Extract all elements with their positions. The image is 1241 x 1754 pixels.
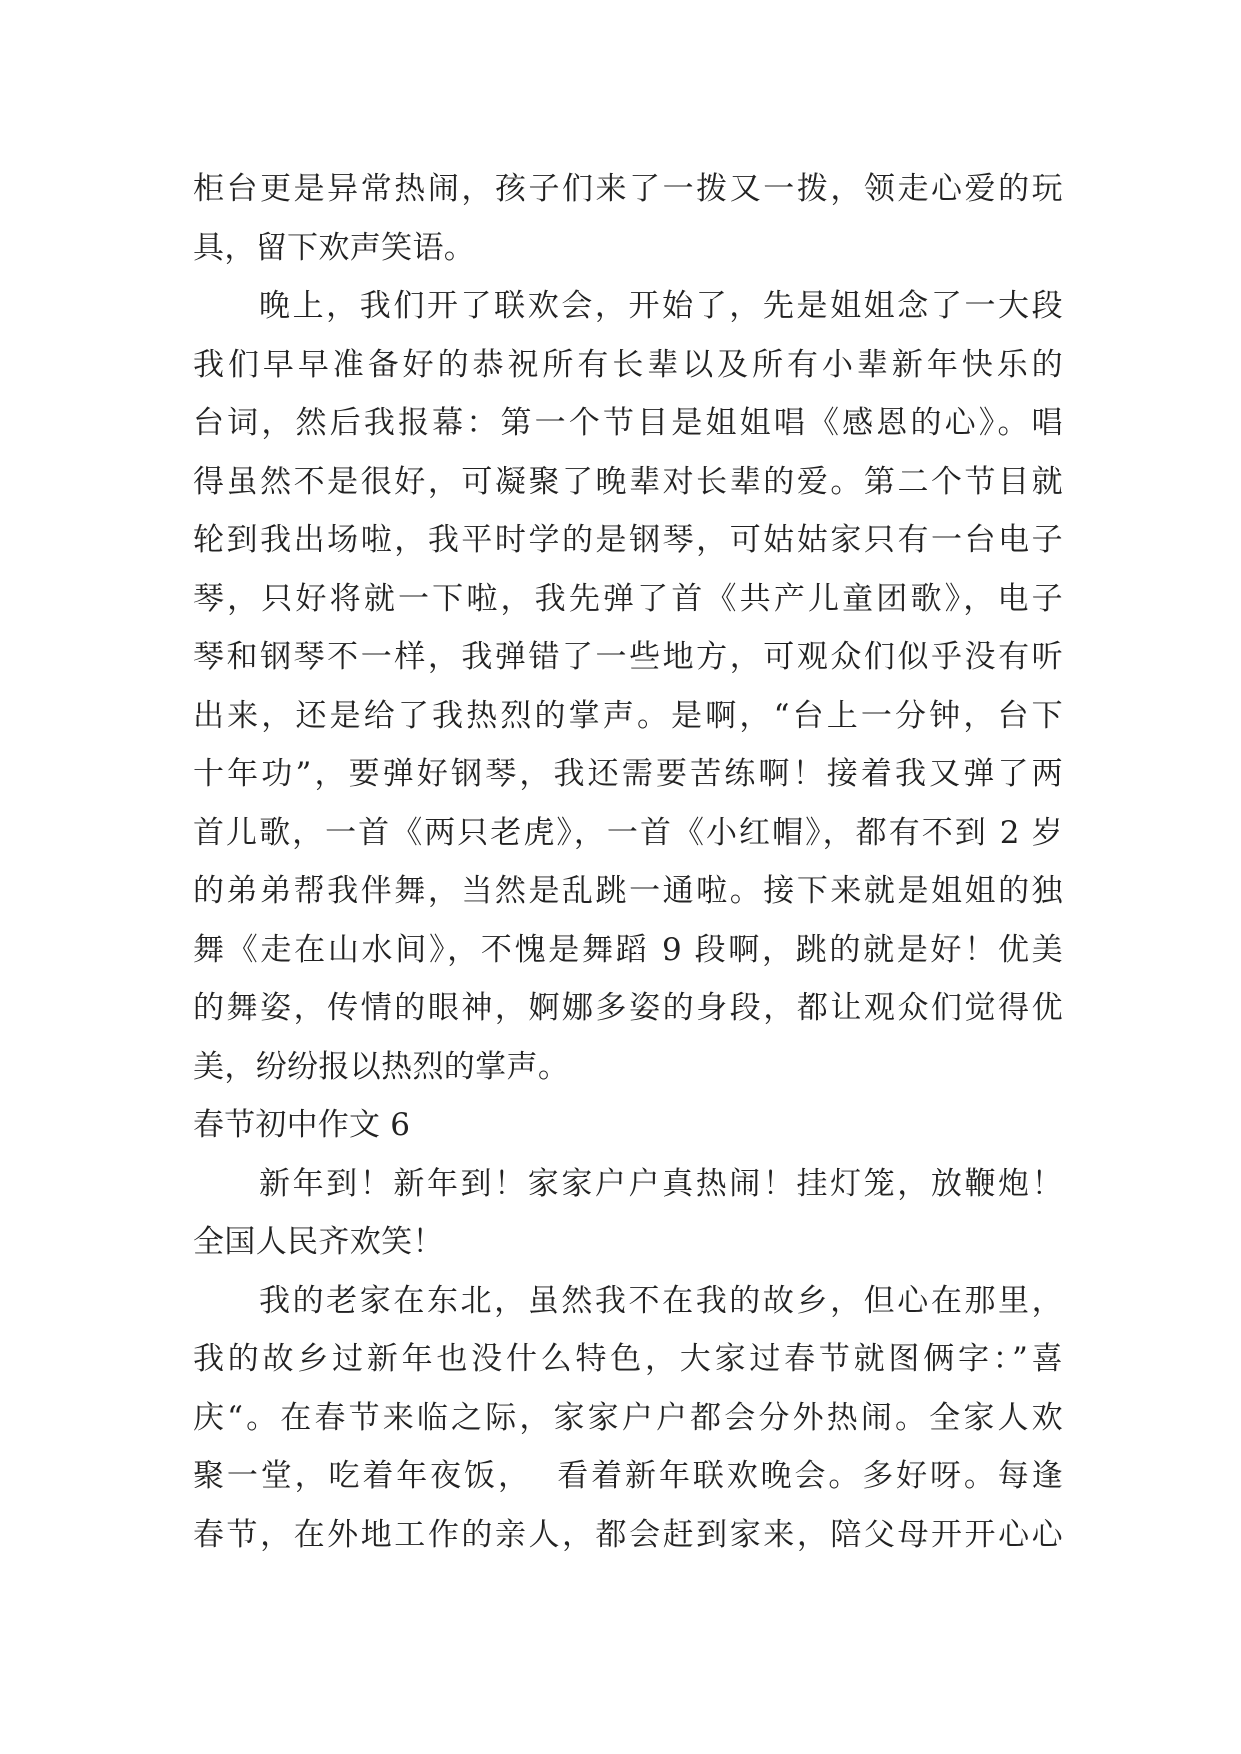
text-line: 十年功”，要弹好钢琴，我还需要苦练啊！接着我又弹了两 bbox=[193, 756, 1063, 792]
text-line: 台词，然后我报幕：第一个节目是姐姐唱《感恩的心》。唱 bbox=[193, 405, 1063, 441]
text-line: 春节，在外地工作的亲人，都会赶到家来，陪父母开开心心 bbox=[193, 1516, 1063, 1553]
text-line: 具，留下欢声笑语。 bbox=[193, 229, 476, 266]
text-line: 琴，只好将就一下啦，我先弹了首《共产儿童团歌》，电子 bbox=[193, 580, 1063, 617]
text-line: 轮到我出场啦，我平时学的是钢琴，可姑姑家只有一台电子 bbox=[193, 522, 1063, 558]
text-line: 庆“。在春节来临之际，家家户户都会分外热闹。全家人欢 bbox=[193, 1399, 1063, 1436]
text-line: 出来，还是给了我热烈的掌声。是啊，“台上一分钟，台下 bbox=[193, 697, 1063, 734]
text-line: 首儿歌，一首《两只老虎》，一首《小红帽》，都有不到 2 岁 bbox=[193, 814, 1063, 851]
text-line: 得虽然不是很好，可凝聚了晚辈对长辈的爱。第二个节目就 bbox=[193, 463, 1063, 500]
paragraph-first-line: 新年到！新年到！家家户户真热闹！挂灯笼，放鞭炮！ bbox=[259, 1165, 1063, 1202]
text-line: 我们早早准备好的恭祝所有长辈以及所有小辈新年快乐的 bbox=[193, 346, 1063, 383]
paragraph-first-line: 晚上，我们开了联欢会，开始了，先是姐姐念了一大段 bbox=[259, 288, 1063, 324]
text-line: 聚一堂，吃着年夜饭， 看着新年联欢晚会。多好呀。每逢 bbox=[193, 1458, 1063, 1494]
body-text bbox=[193, 160, 1063, 1564]
paragraph-first-line: 我的老家在东北，虽然我不在我的故乡，但心在那里， bbox=[259, 1282, 1063, 1319]
text-line: 我的故乡过新年也没什么特色，大家过春节就图俩字：”喜 bbox=[193, 1341, 1063, 1377]
text-line: 美，纷纷报以热烈的掌声。 bbox=[193, 1048, 570, 1085]
text-line: 舞《走在山水间》，不愧是舞蹈 9 段啊，跳的就是好！优美 bbox=[193, 931, 1063, 968]
section-title: 春节初中作文 6 bbox=[193, 1107, 411, 1143]
text-line: 全国人民齐欢笑！ bbox=[193, 1224, 444, 1260]
text-line: 的弟弟帮我伴舞，当然是乱跳一通啦。接下来就是姐姐的独 bbox=[193, 873, 1063, 909]
text-line: 的舞姿，传情的眼神，婀娜多姿的身段，都让观众们觉得优 bbox=[193, 990, 1063, 1026]
text-line: 琴和钢琴不一样，我弹错了一些地方，可观众们似乎没有听 bbox=[193, 639, 1063, 675]
text-line: 柜台更是异常热闹，孩子们来了一拨又一拨，领走心爱的玩 bbox=[193, 171, 1063, 207]
